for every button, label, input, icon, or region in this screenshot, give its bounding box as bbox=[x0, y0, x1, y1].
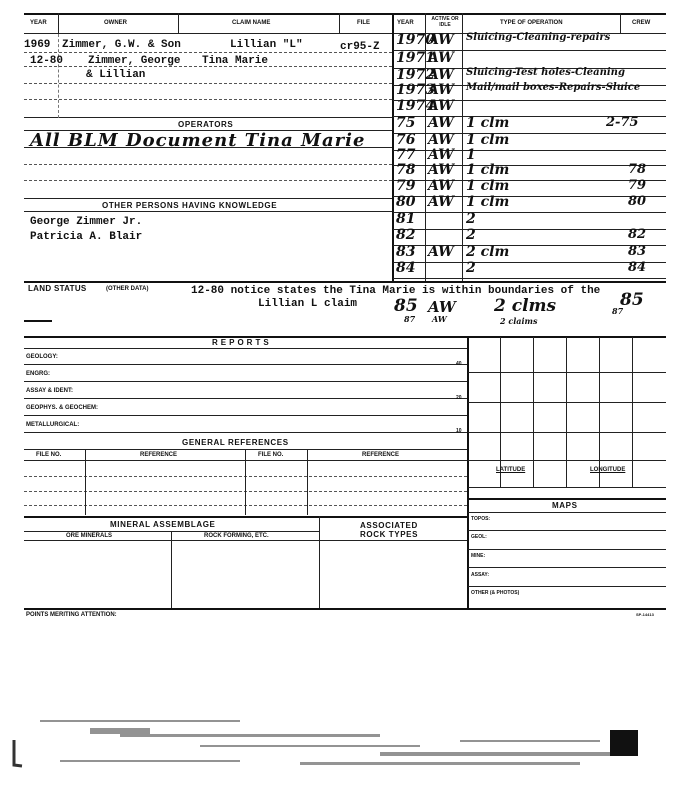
mineral-title: MINERAL ASSEMBLAGE bbox=[110, 520, 216, 529]
hdr-div-5 bbox=[462, 13, 463, 33]
grid-h2 bbox=[468, 402, 666, 403]
activity-year: 1974 bbox=[396, 98, 435, 114]
activity-row-line bbox=[393, 229, 666, 230]
genref-col-ref-1: REFERENCE bbox=[140, 452, 178, 458]
latitude-label: LATITUDE bbox=[496, 467, 526, 473]
reports-geophys: GEOPHYS. & GEOCHEM: bbox=[26, 405, 99, 411]
maps-line-4 bbox=[468, 586, 666, 587]
grid-v5 bbox=[632, 337, 633, 487]
activity-year: 1971 bbox=[396, 50, 435, 66]
genref-col-file-2: FILE NO. bbox=[258, 452, 284, 458]
hdr-owner: OWNER bbox=[104, 20, 127, 26]
maps-line-0 bbox=[468, 512, 666, 513]
scale-40: 40 bbox=[456, 361, 462, 367]
activity-operation: 2 bbox=[466, 227, 476, 243]
activity-operation: 1 bbox=[466, 147, 476, 163]
maps-other: OTHER (& PHOTOS) bbox=[471, 590, 520, 596]
owner-name-0: Zimmer, G.W. & Son bbox=[62, 39, 181, 51]
activity-operation: 2 bbox=[466, 211, 476, 227]
activity-year: 82 bbox=[396, 227, 416, 243]
reports-line-3 bbox=[24, 398, 467, 399]
form-number: SP-14413 bbox=[636, 612, 654, 617]
land-status-note-1: 12-80 notice states the Tina Marie is within boundaries of the bbox=[191, 285, 601, 297]
operators-line-2 bbox=[24, 164, 392, 165]
activity-status: AW bbox=[428, 82, 454, 98]
genref-vline-2 bbox=[245, 449, 246, 515]
activity-status: AW bbox=[428, 178, 454, 194]
maps-title-line bbox=[468, 498, 666, 500]
longitude-label: LONGITUDE bbox=[590, 467, 626, 473]
operators-title: OPERATORS bbox=[178, 120, 234, 129]
activity-crew: 78 bbox=[628, 162, 647, 177]
hdr-div-6 bbox=[620, 13, 621, 33]
activity-row-line bbox=[393, 278, 666, 279]
activity-status: AW bbox=[428, 67, 454, 83]
grid-v2 bbox=[533, 337, 534, 487]
ls-sub-status: AW bbox=[432, 314, 447, 324]
land-status-note-2: Lillian L claim bbox=[258, 298, 358, 310]
reports-line-5 bbox=[24, 432, 467, 433]
genref-col-ref-2: REFERENCE bbox=[362, 452, 400, 458]
activity-year: 80 bbox=[396, 194, 416, 210]
activity-operation: Sluicing-Cleaning-repairs bbox=[466, 32, 611, 43]
activity-year: 78 bbox=[396, 162, 416, 178]
other-persons-title: OTHER PERSONS HAVING KNOWLEDGE bbox=[102, 201, 278, 210]
reports-top bbox=[24, 336, 666, 338]
genref-title: GENERAL REFERENCES bbox=[182, 438, 289, 447]
maps-line-3 bbox=[468, 567, 666, 568]
maps-line-2 bbox=[468, 549, 666, 550]
hdr-file: FILE bbox=[357, 20, 370, 26]
activity-operation: 2 clm bbox=[466, 244, 510, 260]
reports-engrg: ENGRG: bbox=[26, 371, 50, 377]
activity-year: 75 bbox=[396, 115, 416, 131]
genref-col-file-1: FILE NO. bbox=[36, 452, 62, 458]
land-status-mark bbox=[24, 320, 52, 322]
grid-h4 bbox=[468, 460, 666, 461]
grid-v1 bbox=[500, 337, 501, 487]
main-divider bbox=[392, 13, 394, 281]
scan-noise-band bbox=[0, 690, 678, 810]
genref-vline-1 bbox=[85, 449, 86, 515]
land-status-top bbox=[24, 281, 666, 283]
reports-line-1 bbox=[24, 364, 467, 365]
ls-hand-op: 2 clms bbox=[494, 296, 557, 316]
other-persons-line bbox=[24, 211, 392, 212]
activity-operation: 1 clm bbox=[466, 115, 510, 131]
activity-crew: 80 bbox=[628, 194, 647, 209]
hdr-claim-name: CLAIM NAME bbox=[232, 20, 271, 26]
operators-line-3 bbox=[24, 180, 392, 181]
owner-year-0: 1969 bbox=[24, 39, 51, 51]
activity-year: 83 bbox=[396, 244, 416, 260]
activity-status: AW bbox=[428, 50, 454, 66]
owner-claim-1: Tina Marie bbox=[202, 55, 269, 67]
reports-assay: ASSAY & IDENT: bbox=[26, 388, 74, 394]
activity-status: AW bbox=[428, 115, 454, 131]
activity-row-line bbox=[393, 262, 666, 263]
hdr-div-1 bbox=[58, 13, 59, 33]
hdr-div-3 bbox=[339, 13, 340, 33]
maps-geol: GEOL: bbox=[471, 534, 487, 540]
activity-status: AW bbox=[428, 194, 454, 210]
assoc-line-1: ASSOCIATED bbox=[360, 521, 418, 530]
mineral-vline-1 bbox=[171, 531, 172, 608]
owner-name-1: Zimmer, George bbox=[88, 55, 181, 67]
latlong-divider bbox=[566, 460, 567, 487]
reports-line-4 bbox=[24, 415, 467, 416]
reports-metallurgical: METALLURGICAL: bbox=[26, 422, 80, 428]
activity-status: AW bbox=[428, 244, 454, 260]
act-vline-status bbox=[462, 34, 463, 281]
activity-operation: 1 clm bbox=[466, 132, 510, 148]
operators-entry: All BLM Document Tina Marie bbox=[30, 130, 366, 151]
activity-year: 1972 bbox=[396, 67, 435, 83]
owner-name-2: & Lillian bbox=[86, 69, 146, 81]
hdr-div-2 bbox=[178, 13, 179, 33]
grid-v4 bbox=[599, 337, 600, 487]
activity-year: 1970 bbox=[396, 32, 435, 48]
maps-title: MAPS bbox=[552, 501, 578, 510]
reports-title: REPORTS bbox=[212, 338, 272, 347]
operators-bottom-line bbox=[24, 198, 392, 199]
ls-sub-crew: 87 bbox=[612, 306, 624, 316]
ls-hand-year: 85 bbox=[394, 296, 418, 316]
owner-claim-0: Lillian "L" bbox=[230, 39, 303, 51]
activity-crew: 82 bbox=[628, 227, 647, 242]
scale-10: 10 bbox=[456, 428, 462, 434]
activity-status: AW bbox=[428, 132, 454, 148]
activity-status: AW bbox=[428, 162, 454, 178]
activity-year: 77 bbox=[396, 147, 416, 163]
other-person-1: Patricia A. Blair bbox=[30, 231, 143, 243]
activity-crew: 84 bbox=[628, 260, 647, 275]
hdr-div-4 bbox=[425, 13, 426, 33]
owner-line-5 bbox=[24, 117, 392, 118]
grid-h5 bbox=[468, 487, 666, 488]
activity-year: 81 bbox=[396, 211, 416, 227]
points-meriting-attention: POINTS MERITING ATTENTION: bbox=[26, 612, 117, 618]
hdr-crew: CREW bbox=[632, 20, 651, 26]
genref-vline-3 bbox=[307, 449, 308, 515]
activity-year: 1973 bbox=[396, 82, 435, 98]
owner-line-1 bbox=[24, 52, 392, 53]
hdr-year: YEAR bbox=[30, 20, 47, 26]
mineral-vline-2 bbox=[319, 516, 320, 608]
ls-hand-status: AW bbox=[428, 298, 456, 316]
activity-year: 76 bbox=[396, 132, 416, 148]
reports-line-2 bbox=[24, 381, 467, 382]
maps-line-1 bbox=[468, 530, 666, 531]
activity-crew: 79 bbox=[628, 178, 647, 193]
activity-operation: Sluicing-Test holes-Cleaning bbox=[466, 67, 625, 78]
grid-h3 bbox=[468, 432, 666, 433]
activity-crew: 2-75 bbox=[606, 115, 639, 130]
activity-operation: 2 bbox=[466, 260, 476, 276]
ls-hand-crew: 85 bbox=[620, 290, 644, 310]
maps-mine: MINE: bbox=[471, 553, 486, 559]
activity-operation: 1 clm bbox=[466, 194, 510, 210]
land-status-sublabel: (OTHER DATA) bbox=[106, 286, 149, 292]
reports-title-line bbox=[24, 348, 467, 349]
activity-year: 84 bbox=[396, 260, 416, 276]
reports-geology: GEOLOGY: bbox=[26, 354, 58, 360]
owner-vdash-1 bbox=[58, 34, 59, 118]
grid-h1 bbox=[468, 372, 666, 373]
activity-operation: 1 clm bbox=[466, 162, 510, 178]
maps-topos: TOPOS: bbox=[471, 516, 491, 522]
activity-status: AW bbox=[428, 98, 454, 114]
activity-operation: Mail/mail boxes-Repairs-Sluice bbox=[466, 82, 641, 93]
mineral-rock: ROCK FORMING, ETC. bbox=[204, 533, 269, 539]
mineral-ore: ORE MINERALS bbox=[66, 533, 113, 539]
owner-year-1: 12-80 bbox=[30, 55, 64, 67]
owner-file-0: cr95-Z bbox=[340, 41, 380, 53]
other-person-0: George Zimmer Jr. bbox=[30, 216, 143, 228]
top-border bbox=[24, 13, 666, 15]
ls-sub-year: 87 bbox=[404, 314, 416, 324]
activity-row-line bbox=[393, 212, 666, 213]
footer-line bbox=[24, 608, 666, 610]
activity-year: 79 bbox=[396, 178, 416, 194]
hdr-type-operation: TYPE OF OPERATION bbox=[500, 20, 563, 26]
activity-operation: 1 clm bbox=[466, 178, 510, 194]
hdr-active-idle: ACTIVE OR IDLE bbox=[431, 16, 459, 28]
activity-status: AW bbox=[428, 32, 454, 48]
activity-crew: 83 bbox=[628, 244, 647, 259]
land-status-label: LAND STATUS bbox=[28, 284, 87, 293]
ls-sub-op: 2 claims bbox=[500, 316, 538, 326]
owner-line-4 bbox=[24, 99, 392, 100]
hdr-year2: YEAR bbox=[397, 20, 414, 26]
activity-status: AW bbox=[428, 147, 454, 163]
owner-line-3 bbox=[24, 83, 392, 84]
mineral-col-line bbox=[24, 540, 467, 541]
assoc-line-2: ROCK TYPES bbox=[360, 530, 419, 539]
maps-assay: ASSAY: bbox=[471, 572, 490, 578]
scale-20: 20 bbox=[456, 395, 462, 401]
mineral-top bbox=[24, 516, 467, 518]
